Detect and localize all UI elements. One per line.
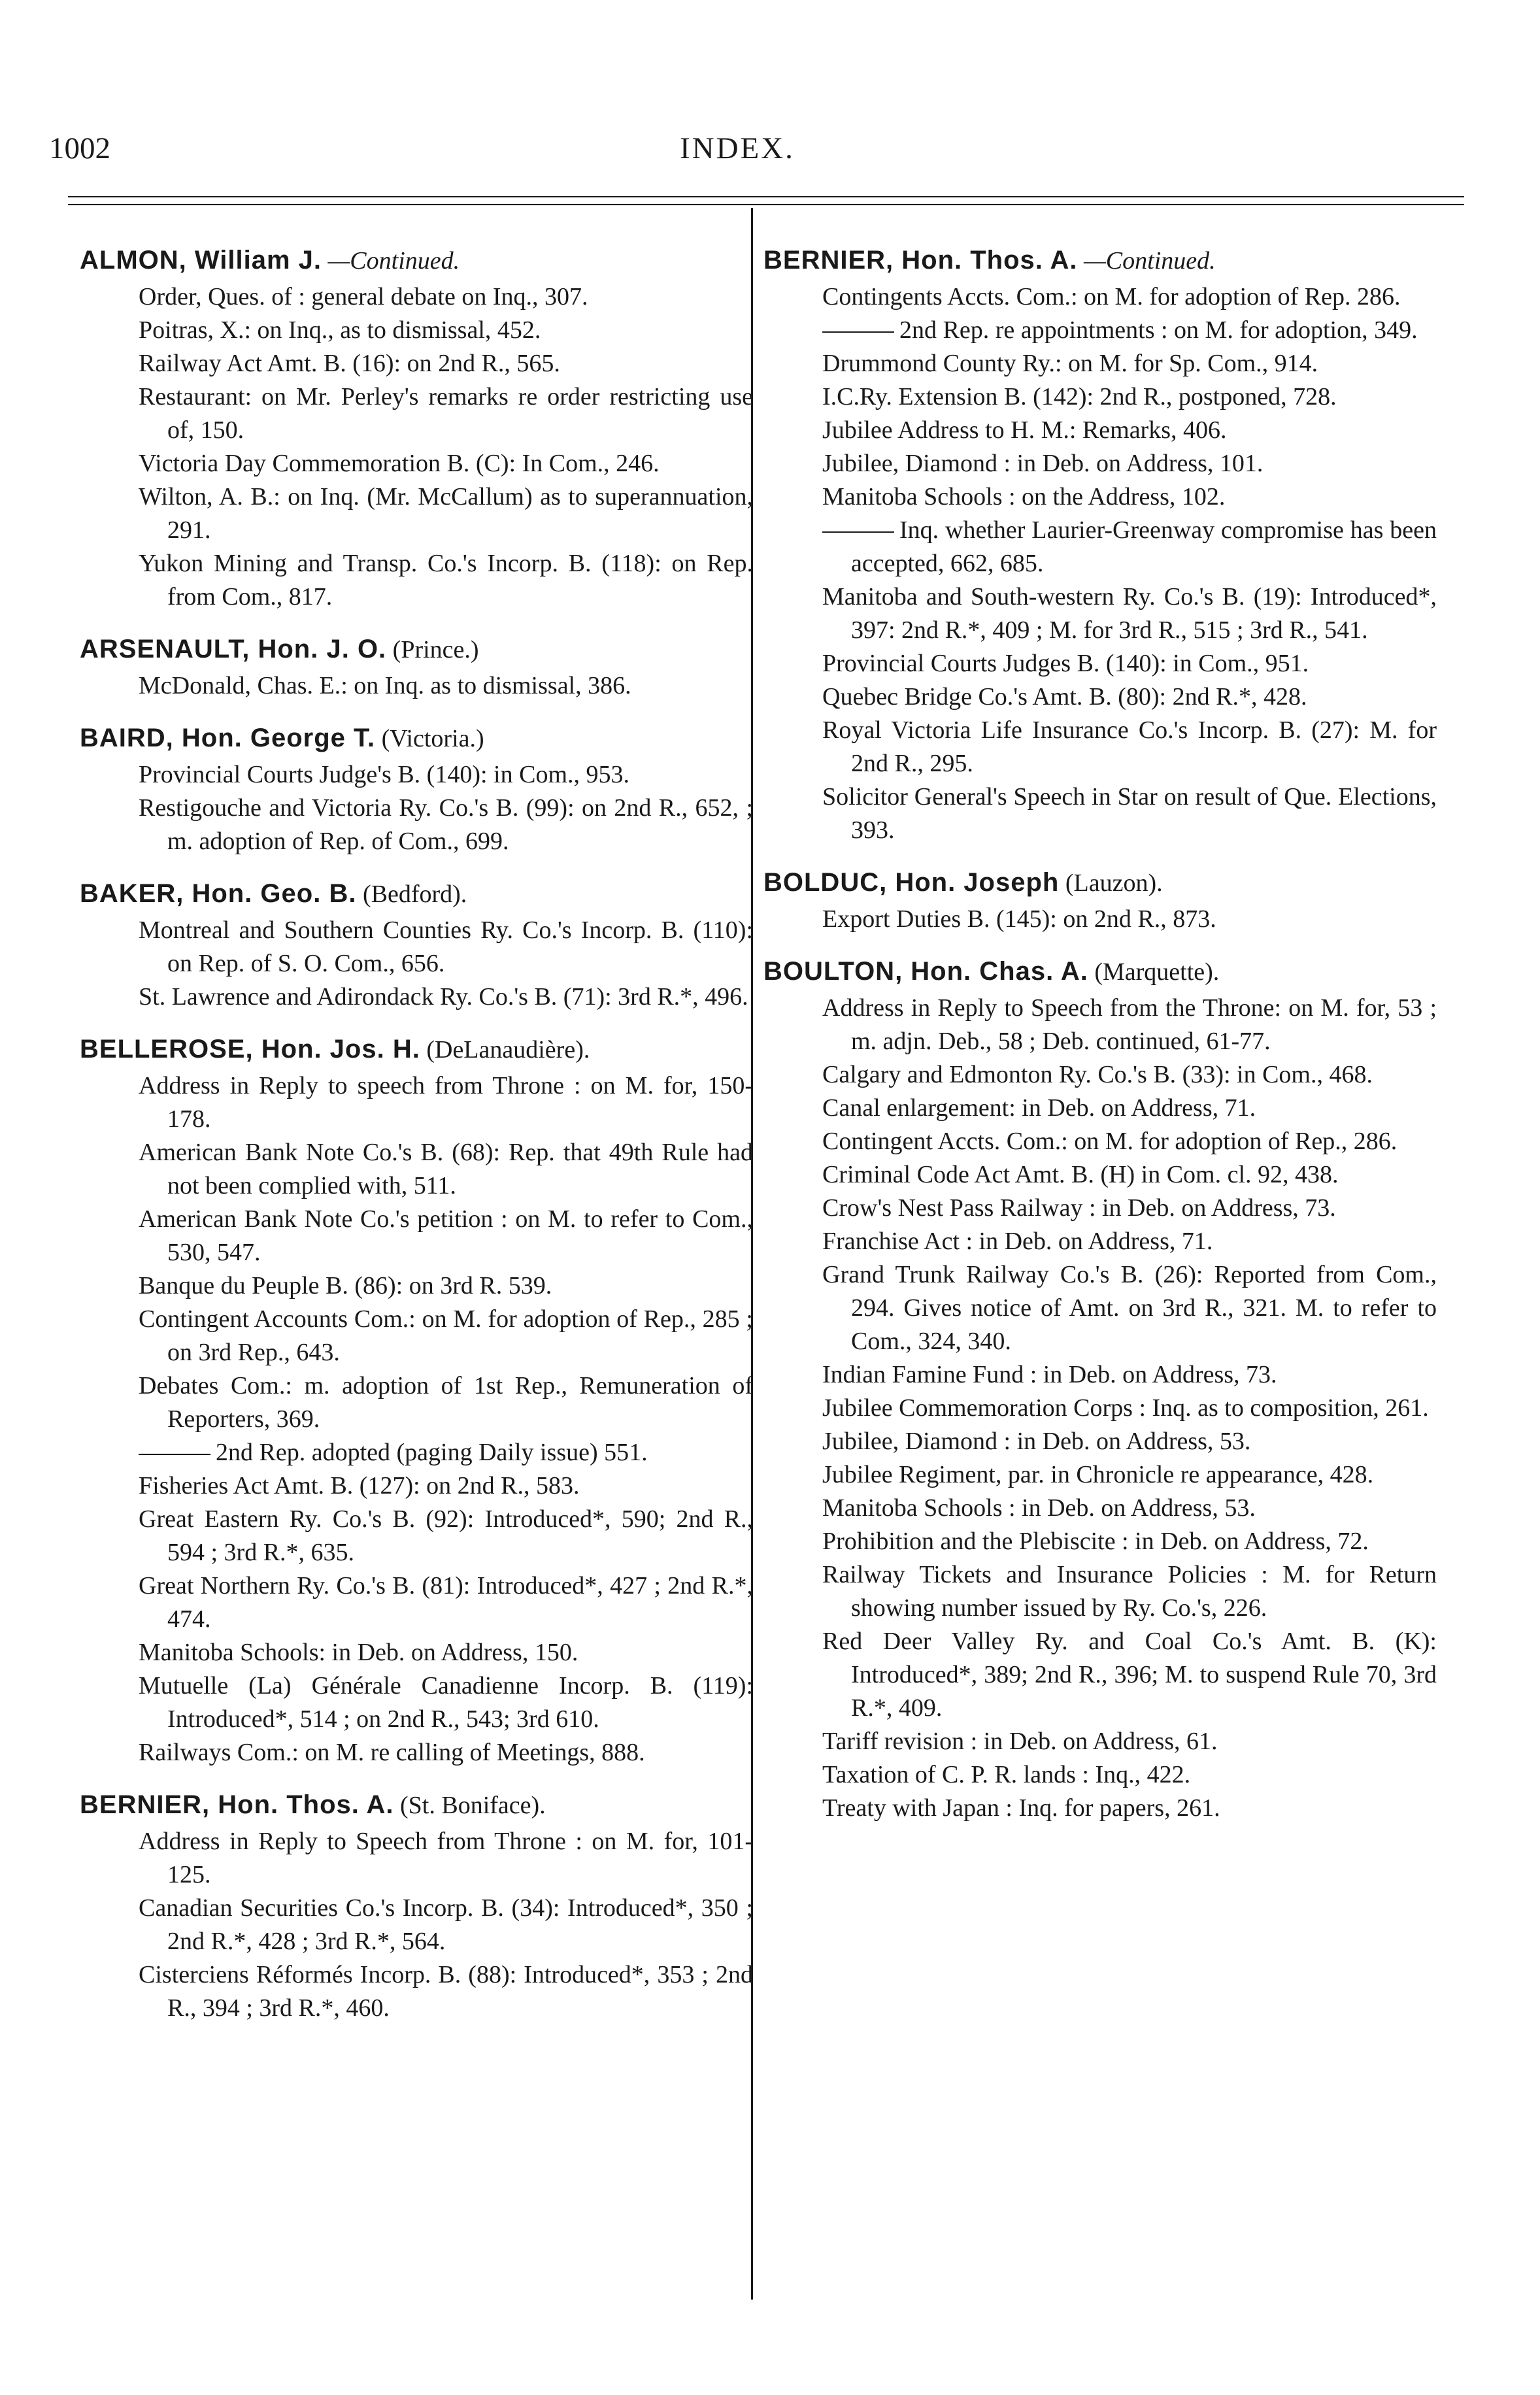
- index-section: [80, 877, 753, 1014]
- index-entry: [109, 914, 753, 980]
- index-entry: [792, 1058, 1437, 1092]
- page-title: INDEX.: [680, 131, 795, 165]
- index-entry: [109, 1736, 753, 1769]
- index-section: [763, 243, 1437, 847]
- index-entry: [109, 447, 753, 480]
- entry-text: Criminal Code Act Amt. B. (H) in Com. cl. 92, 438.: [822, 1161, 1339, 1188]
- entry-text: Franchise Act : in Deb. on Address, 71.: [822, 1228, 1213, 1255]
- entry-text: I.C.Ry. Extension B. (142): 2nd R., postponed, 728.: [822, 383, 1337, 410]
- index-entry: [109, 1636, 753, 1669]
- entry-text: Red Deer Valley Ry. and Coal Co.'s Amt. B. (K): Introduced*, 389; 2nd R., 396; M. to suspend Rule 70, 3rd R.*, 409.: [822, 1628, 1437, 1722]
- entry-text: Contingent Accounts Com.: on M. for adoption of Rep., 285 ; on 3rd Rep., 643.: [139, 1305, 753, 1366]
- index-entry: [109, 1203, 753, 1269]
- entry-text: 2nd Rep. adopted (paging Daily issue) 551.: [216, 1439, 648, 1466]
- index-entry: [109, 280, 753, 314]
- index-entry: [109, 314, 753, 347]
- index-entry: [792, 1525, 1437, 1558]
- index-entry: [109, 1303, 753, 1369]
- ditto-dash: [139, 1454, 210, 1455]
- index-entry: [109, 547, 753, 614]
- entry-text: Restigouche and Victoria Ry. Co.'s B. (99): on 2nd R., 652, ; m. adoption of Rep. of Com., 699.: [139, 794, 753, 855]
- entry-text: Victoria Day Commemoration B. (C): In Com., 246.: [139, 450, 660, 477]
- section-heading: [763, 243, 1437, 278]
- index-entry: [109, 1069, 753, 1136]
- index-entry: [109, 1892, 753, 1958]
- left-column: [80, 243, 753, 2043]
- entry-text: Canadian Securities Co.'s Incorp. B. (34): Introduced*, 350 ; 2nd R.*, 428 ; 3rd R.*, 564.: [139, 1894, 753, 1955]
- entry-text: Quebec Bridge Co.'s Amt. B. (80): 2nd R.*, 428.: [822, 683, 1307, 711]
- index-entry: [792, 1192, 1437, 1225]
- entry-text: Address in Reply to Speech from Throne : on M. for, 101-125.: [139, 1828, 753, 1888]
- index-entry: [109, 1569, 753, 1636]
- entry-text: Poitras, X.: on Inq., as to dismissal, 452.: [139, 316, 541, 344]
- entry-text: Manitoba Schools : on the Address, 102.: [822, 483, 1226, 511]
- entry-text: Grand Trunk Railway Co.'s B. (26): Reported from Com., 294. Gives notice of Amt. on 3rd R., 321. M. to refer to Com., 324, 340.: [822, 1261, 1437, 1355]
- header-rule-top: [68, 196, 1464, 197]
- index-section: [80, 1788, 753, 2025]
- entry-text: Banque du Peuple B. (86): on 3rd R. 539.: [139, 1272, 552, 1299]
- index-entry: [792, 1125, 1437, 1158]
- index-section: [763, 865, 1437, 936]
- entry-text: Address in Reply to Speech from the Throne: on M. for, 53 ; m. adjn. Deb., 58 ; Deb. continued, 61-77.: [822, 994, 1437, 1055]
- member-name: BAIRD, Hon. George T.: [80, 724, 376, 752]
- entry-text: Taxation of C. P. R. lands : Inq., 422.: [822, 1761, 1191, 1788]
- index-entry: [792, 414, 1437, 447]
- index-entry: [792, 1492, 1437, 1525]
- member-name: BOULTON, Hon. Chas. A.: [763, 957, 1088, 986]
- entry-text: Jubilee Regiment, par. in Chronicle re appearance, 428.: [822, 1461, 1374, 1488]
- entry-text: Great Eastern Ry. Co.'s B. (92): Introduced*, 590; 2nd R., 594 ; 3rd R.*, 635.: [139, 1505, 753, 1566]
- entry-text: Yukon Mining and Transp. Co.'s Incorp. B. (118): on Rep. from Com., 817.: [139, 550, 753, 611]
- index-entry: [792, 714, 1437, 780]
- riding-label: (Marquette).: [1088, 958, 1220, 986]
- index-entry: [109, 1669, 753, 1736]
- member-name: BOLDUC, Hon. Joseph: [763, 868, 1060, 897]
- continued-label: —Continued.: [322, 247, 460, 275]
- index-section: [80, 243, 753, 614]
- index-entry: [792, 1358, 1437, 1392]
- index-entry: [792, 580, 1437, 647]
- entry-text: Order, Ques. of : general debate on Inq., 307.: [139, 283, 588, 310]
- entry-text: McDonald, Chas. E.: on Inq. as to dismissal, 386.: [139, 672, 631, 699]
- member-name: BELLEROSE, Hon. Jos. H.: [80, 1035, 420, 1064]
- index-entry: [792, 280, 1437, 314]
- ditto-dash: [822, 531, 894, 533]
- entry-text: Tariff revision : in Deb. on Address, 61.: [822, 1728, 1218, 1755]
- riding-label: (Bedford).: [356, 880, 467, 908]
- entry-text: Treaty with Japan : Inq. for papers, 261.: [822, 1794, 1220, 1822]
- index-entry: [792, 1092, 1437, 1125]
- index-entry: [109, 792, 753, 858]
- member-name: BERNIER, Hon. Thos. A.: [763, 246, 1078, 275]
- index-entry: [109, 758, 753, 792]
- entry-text: Royal Victoria Life Insurance Co.'s Incorp. B. (27): M. for 2nd R., 295.: [822, 716, 1437, 777]
- entry-text: Great Northern Ry. Co.'s B. (81): Introduced*, 427 ; 2nd R.*, 474.: [139, 1572, 753, 1633]
- entry-text: American Bank Note Co.'s B. (68): Rep. that 49th Rule had not been complied with, 511.: [139, 1139, 753, 1199]
- entry-text: Provincial Courts Judges B. (140): in Com., 951.: [822, 650, 1309, 677]
- index-section: [80, 1032, 753, 1769]
- entry-text: Provincial Courts Judge's B. (140): in Com., 953.: [139, 761, 630, 788]
- entry-text: Canal enlargement: in Deb. on Address, 71.: [822, 1094, 1256, 1122]
- entry-text: Export Duties B. (145): on 2nd R., 873.: [822, 905, 1216, 933]
- index-entry: [792, 1392, 1437, 1425]
- section-heading: [763, 865, 1437, 900]
- entry-text: Wilton, A. B.: on Inq. (Mr. McCallum) as to superannuation, 291.: [139, 483, 753, 544]
- entry-text: Calgary and Edmonton Ry. Co.'s B. (33): in Com., 468.: [822, 1061, 1373, 1088]
- index-section: [80, 721, 753, 858]
- entry-text: Debates Com.: m. adoption of 1st Rep., Remuneration of Reporters, 369.: [139, 1372, 753, 1433]
- member-name: ALMON, William J.: [80, 246, 322, 275]
- entry-text: Railways Com.: on M. re calling of Meetings, 888.: [139, 1739, 645, 1766]
- index-entry: [792, 380, 1437, 414]
- entry-text: Jubilee, Diamond : in Deb. on Address, 101.: [822, 450, 1264, 477]
- index-entry: [792, 992, 1437, 1058]
- section-heading: [80, 721, 753, 756]
- entry-text: Contingent Accts. Com.: on M. for adoption of Rep., 286.: [822, 1128, 1398, 1155]
- member-name: BERNIER, Hon. Thos. A.: [80, 1790, 394, 1819]
- index-entry: [792, 480, 1437, 514]
- entry-text: Manitoba Schools : in Deb. on Address, 53.: [822, 1494, 1256, 1522]
- entry-text: Cisterciens Réformés Incorp. B. (88): Introduced*, 353 ; 2nd R., 394 ; 3rd R.*, 460.: [139, 1961, 753, 2022]
- index-entry: [792, 1158, 1437, 1192]
- index-entry: [792, 1425, 1437, 1458]
- entry-text: Indian Famine Fund : in Deb. on Address, 73.: [822, 1361, 1277, 1388]
- index-entry: [792, 1258, 1437, 1358]
- entry-text: Crow's Nest Pass Railway : in Deb. on Address, 73.: [822, 1194, 1336, 1222]
- entry-text: Inq. whether Laurier-Greenway compromise has been accepted, 662, 685.: [851, 516, 1437, 577]
- entry-text: Jubilee, Diamond : in Deb. on Address, 53.: [822, 1428, 1251, 1455]
- index-section: [80, 632, 753, 703]
- index-entry: [792, 1625, 1437, 1725]
- entry-text: Manitoba Schools: in Deb. on Address, 150.: [139, 1639, 578, 1666]
- right-column: [763, 243, 1437, 1843]
- index-entry: [109, 1958, 753, 2025]
- index-entry: [792, 1225, 1437, 1258]
- index-section: [763, 954, 1437, 1825]
- riding-label: (Prince.): [386, 636, 479, 663]
- entry-text: Railway Tickets and Insurance Policies : M. for Return showing number issued by Ry. Co.'s, 226.: [822, 1561, 1437, 1622]
- member-name: ARSENAULT, Hon. J. O.: [80, 635, 387, 663]
- section-heading: [763, 954, 1437, 989]
- index-entry: [792, 1458, 1437, 1492]
- entry-text: Address in Reply to speech from Throne : on M. for, 150-178.: [139, 1072, 753, 1133]
- entry-text: Montreal and Southern Counties Ry. Co.'s Incorp. B. (110): on Rep. of S. O. Com., 656.: [139, 916, 753, 977]
- page-number: 1002: [49, 131, 110, 165]
- index-entry: [109, 1369, 753, 1436]
- section-heading: [80, 1032, 753, 1067]
- entry-text: Jubilee Commemoration Corps : Inq. as to composition, 261.: [822, 1394, 1429, 1422]
- entry-text: St. Lawrence and Adirondack Ry. Co.'s B. (71): 3rd R.*, 496.: [139, 983, 748, 1011]
- entry-text: Prohibition and the Plebiscite : in Deb. on Address, 72.: [822, 1528, 1369, 1555]
- entry-text: Mutuelle (La) Générale Canadienne Incorp. B. (119): Introduced*, 514 ; on 2nd R., 543; 3rd 610.: [139, 1672, 753, 1733]
- entry-text: Solicitor General's Speech in Star on result of Que. Elections, 393.: [822, 783, 1437, 844]
- entry-text: Restaurant: on Mr. Perley's remarks re order restricting use of, 150.: [139, 383, 753, 444]
- index-entry: [792, 1725, 1437, 1758]
- section-heading: [80, 877, 753, 911]
- index-entry: [792, 314, 1437, 347]
- entry-text: American Bank Note Co.'s petition : on M. to refer to Com., 530, 547.: [139, 1205, 753, 1266]
- entry-text: Drummond County Ry.: on M. for Sp. Com., 914.: [822, 350, 1318, 377]
- index-entry: [792, 1792, 1437, 1825]
- member-name: BAKER, Hon. Geo. B.: [80, 879, 357, 908]
- index-entry: [792, 680, 1437, 714]
- index-entry: [109, 1436, 753, 1469]
- riding-label: (St. Boniface).: [393, 1792, 546, 1819]
- index-entry: [109, 669, 753, 703]
- riding-label: (DeLanaudière).: [420, 1036, 590, 1064]
- section-heading: [80, 632, 753, 667]
- index-entry: [109, 1269, 753, 1303]
- index-entry: [109, 1503, 753, 1569]
- entry-text: Jubilee Address to H. M.: Remarks, 406.: [822, 416, 1227, 444]
- index-entry: [109, 1136, 753, 1203]
- riding-label: (Lauzon).: [1059, 869, 1163, 897]
- index-entry: [792, 903, 1437, 936]
- continued-label: —Continued.: [1077, 247, 1216, 275]
- section-heading: [80, 1788, 753, 1822]
- section-heading: [80, 243, 753, 278]
- index-entry: [792, 1558, 1437, 1625]
- ditto-dash: [822, 331, 894, 333]
- index-entry: [792, 780, 1437, 847]
- index-entry: [792, 647, 1437, 680]
- index-entry: [109, 380, 753, 447]
- entry-text: Manitoba and South-western Ry. Co.'s B. (19): Introduced*, 397: 2nd R.*, 409 ; M. for 3rd R., 515 ; 3rd R., 541.: [822, 583, 1437, 644]
- index-entry: [792, 347, 1437, 380]
- index-entry: [792, 447, 1437, 480]
- index-entry: [109, 1825, 753, 1892]
- entry-text: Railway Act Amt. B. (16): on 2nd R., 565.: [139, 350, 560, 377]
- entry-text: Fisheries Act Amt. B. (127): on 2nd R., 583.: [139, 1472, 580, 1499]
- index-entry: [109, 1469, 753, 1503]
- entry-text: 2nd Rep. re appointments : on M. for adoption, 349.: [899, 316, 1418, 344]
- entry-text: Contingents Accts. Com.: on M. for adoption of Rep. 286.: [822, 283, 1401, 310]
- index-entry: [109, 980, 753, 1014]
- index-entry: [109, 480, 753, 547]
- header-rule-bottom: [68, 204, 1464, 205]
- index-entry: [792, 514, 1437, 580]
- index-entry: [792, 1758, 1437, 1792]
- index-entry: [109, 347, 753, 380]
- riding-label: (Victoria.): [375, 725, 484, 752]
